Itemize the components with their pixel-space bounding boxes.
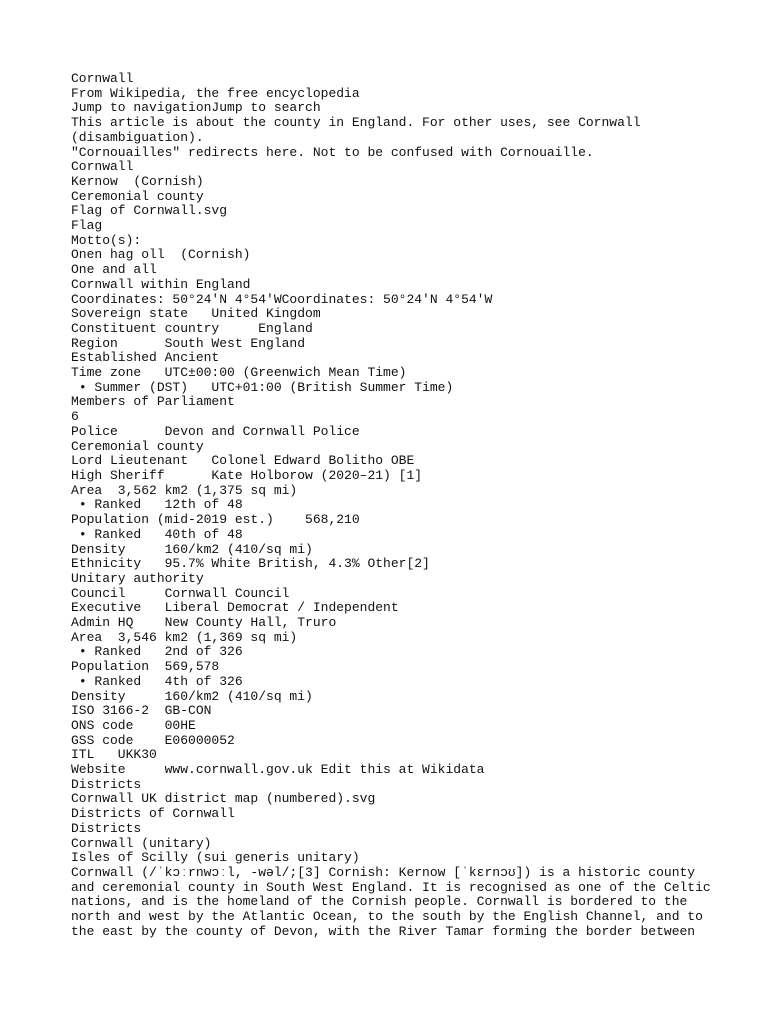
hatnote-redirect: "Cornouailles" redirects here. Not to be confused with Cornouaille.: [71, 144, 594, 160]
infobox-line: Lord Lieutenant Colonel Edward Bolitho OBE: [71, 453, 415, 469]
infobox-line: Council Cornwall Council: [71, 585, 290, 601]
infobox-line: Coordinates: 50°24′N 4°54′WCoordinates: 50°24′N 4°54′W: [71, 291, 493, 307]
infobox-line: • Ranked 40th of 48: [71, 526, 243, 542]
infobox-line: Area 3,546 km2 (1,369 sq mi): [71, 629, 298, 645]
infobox-line: Region South West England: [71, 335, 306, 351]
infobox-line: Website www.cornwall.gov.uk Edit this at Wikidata: [71, 762, 485, 778]
infobox-line: 6: [71, 409, 79, 425]
infobox-line: GSS code E06000052: [71, 732, 235, 748]
infobox-line: Flag of Cornwall.svg: [71, 203, 228, 219]
infobox-line: ITL UKK30: [71, 747, 157, 763]
infobox-line: Isles of Scilly (sui generis unitary): [71, 850, 360, 866]
infobox-line: Ceremonial county: [71, 438, 204, 454]
infobox-line: Unitary authority: [71, 570, 204, 586]
infobox-line: Cornwall within England: [71, 276, 251, 292]
infobox-line: • Ranked 12th of 48: [71, 497, 243, 513]
infobox-line: Police Devon and Cornwall Police: [71, 423, 360, 439]
infobox-line: Density 160/km2 (410/sq mi): [71, 688, 313, 704]
infobox-line: Time zone UTC±00:00 (Greenwich Mean Time): [71, 365, 407, 381]
infobox-line: Density 160/km2 (410/sq mi): [71, 541, 313, 557]
infobox-line: Kernow (Cornish): [71, 173, 204, 189]
infobox-line: • Ranked 2nd of 326: [71, 644, 243, 660]
infobox-line: Population (mid-2019 est.) 568,210: [71, 512, 360, 528]
infobox-line: • Ranked 4th of 326: [71, 673, 243, 689]
infobox-line: ONS code 00HE: [71, 717, 196, 733]
infobox-line: Sovereign state United Kingdom: [71, 306, 321, 322]
hatnote-disambiguation: This article is about the county in England. For other uses, see Cornwall (disambiguation).: [71, 115, 649, 145]
infobox-line: Admin HQ New County Hall, Truro: [71, 615, 337, 631]
infobox-line: Established Ancient: [71, 350, 220, 366]
infobox-line: Area 3,562 km2 (1,375 sq mi): [71, 482, 298, 498]
infobox-line: Cornwall: [71, 159, 134, 175]
jump-links[interactable]: Jump to navigationJump to search: [71, 100, 321, 116]
infobox-line: Ethnicity 95.7% White British, 4.3% Other[2]: [71, 556, 430, 572]
infobox-line: One and all: [71, 262, 157, 278]
infobox-line: ISO 3166-2 GB-CON: [71, 703, 212, 719]
page-title: Cornwall: [71, 71, 134, 86]
infobox-line: Flag: [71, 218, 103, 234]
infobox-line: Members of Parliament: [71, 394, 235, 410]
infobox-line: Districts of Cornwall: [71, 806, 235, 822]
infobox-line: High Sheriff Kate Holborow (2020–21) [1]: [71, 467, 423, 483]
infobox-line: Motto(s):: [71, 232, 142, 248]
article-text: [71, 71, 719, 939]
article-intro-paragraph: Cornwall (/ˈkɔːrnwɔːl, -wəl/;[3] Cornish: Kernow [ˈkɛrnɔʊ]) is a historic county and ceremonial county in South West England. It is recognised as one of the Celtic nations, and is the homeland of the Cornish people. Cornwall is bordered to the north and west by the Atlantic Ocean, to the south by the English Channel, and to the east by the county of Devon, with the River Tamar forming the border between: [71, 864, 719, 939]
infobox-line: Districts: [71, 776, 142, 792]
site-tagline: From Wikipedia, the free encyclopedia: [71, 85, 360, 101]
infobox-line: Cornwall (unitary): [71, 835, 212, 851]
infobox-line: Districts: [71, 820, 142, 836]
infobox-line: Constituent country England: [71, 320, 313, 336]
infobox-line: • Summer (DST) UTC+01:00 (British Summer Time): [71, 379, 454, 395]
infobox-line: Executive Liberal Democrat / Independent: [71, 600, 399, 616]
infobox-line: Cornwall UK district map (numbered).svg: [71, 791, 376, 807]
infobox-line: Population 569,578: [71, 659, 220, 675]
infobox-line: Ceremonial county: [71, 188, 204, 204]
infobox-line: Onen hag oll (Cornish): [71, 247, 251, 263]
